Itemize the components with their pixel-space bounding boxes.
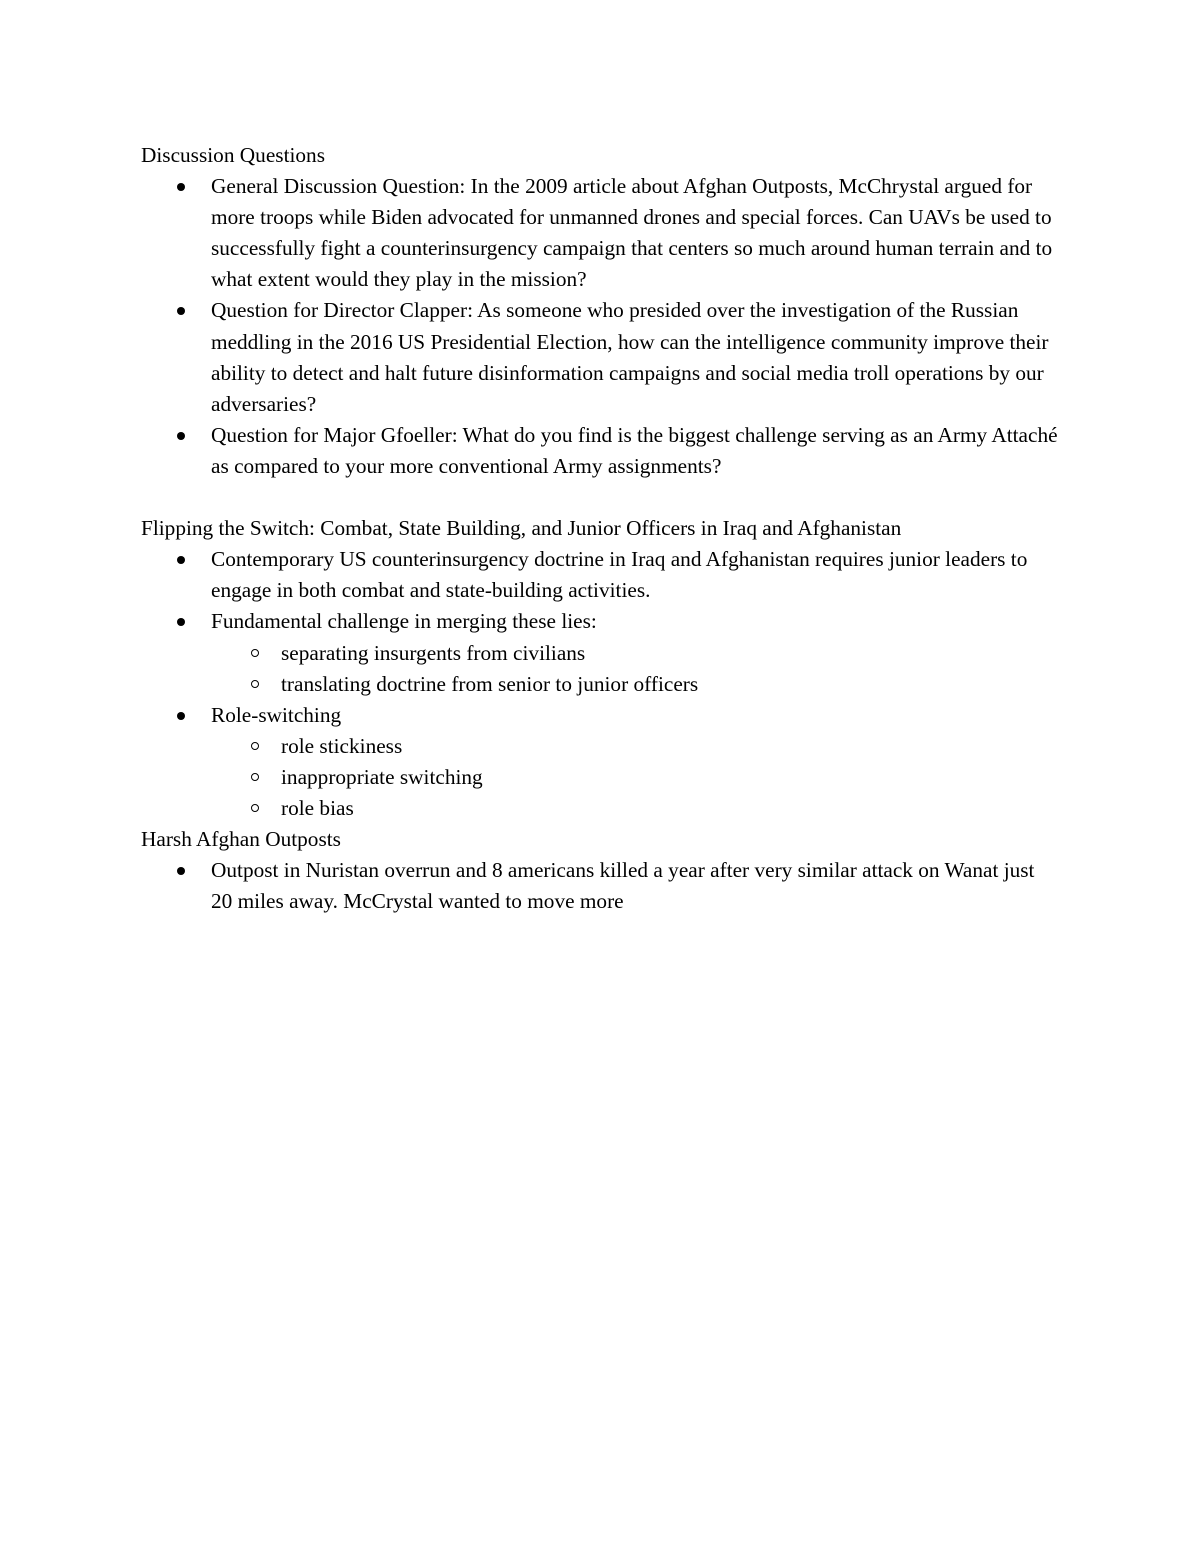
bullet-icon <box>177 307 185 315</box>
list-item-text: Question for Director Clapper: As someone who presided over the investigation of the Russian meddling in the 2016 US Presidential Election, how can the intelligence community improve their ability to detect and halt future disinformation campaigns and social media troll operations by our adversaries? <box>211 298 1049 416</box>
challenge-sublist <box>211 638 1061 700</box>
sublist-item <box>211 731 1061 762</box>
list-item-text: Role-switching <box>211 702 342 727</box>
list-item-text: Outpost in Nuristan overrun and 8 americans killed a year after very similar attack on Wanat just 20 miles away. McCrystal wanted to move more <box>211 858 1035 914</box>
sublist-item-text: inappropriate switching <box>281 764 483 789</box>
section-heading-discussion-questions: Discussion Questions <box>141 143 325 167</box>
hollow-bullet-icon <box>251 773 259 781</box>
sublist-item <box>211 793 1061 824</box>
list-item <box>141 544 1061 606</box>
sublist-item-text: translating doctrine from senior to junior officers <box>281 671 699 696</box>
list-item <box>141 171 1061 295</box>
list-item-text: Question for Major Gfoeller: What do you find is the biggest challenge serving as an Army Attaché as compared to your more conventional Army assignments? <box>211 422 1058 478</box>
bullet-icon <box>177 556 185 564</box>
bullet-icon <box>177 618 185 626</box>
bullet-icon <box>177 432 185 440</box>
bullet-icon <box>177 867 185 875</box>
role-switching-sublist <box>211 731 1061 824</box>
list-item-text: Fundamental challenge in merging these lies: <box>211 609 597 634</box>
sublist-item <box>211 638 1061 669</box>
list-item <box>141 855 1061 917</box>
hollow-bullet-icon <box>251 649 259 657</box>
section-heading-flipping-the-switch: Flipping the Switch: Combat, State Building, and Junior Officers in Iraq and Afghanistan <box>141 516 902 541</box>
list-item <box>141 420 1061 482</box>
list-item <box>141 295 1061 419</box>
sublist-item-text: separating insurgents from civilians <box>281 640 586 665</box>
section-heading-harsh-afghan-outposts: Harsh Afghan Outposts <box>141 827 341 852</box>
list-item <box>141 606 1061 699</box>
list-item-text: Contemporary US counterinsurgency doctrine in Iraq and Afghanistan requires junior leaders to engage in both combat and state-building activities. <box>211 547 1028 603</box>
list-item-text: General Discussion Question: In the 2009 article about Afghan Outposts, McChrystal argued for more troops while Biden advocated for unmanned drones and special forces. Can UAVs be used to successfully fight a counterinsurgency campaign that centers so much around human terrain and to what extent would they play in the mission? <box>211 174 1053 292</box>
discussion-questions-list <box>141 171 1061 482</box>
flipping-the-switch-list <box>141 544 1061 824</box>
sublist-item <box>211 762 1061 793</box>
hollow-bullet-icon <box>251 742 259 750</box>
document-content <box>141 140 1061 917</box>
hollow-bullet-icon <box>251 680 259 688</box>
harsh-afghan-outposts-list <box>141 855 1061 917</box>
sublist-item-text: role stickiness <box>281 733 403 758</box>
sublist-item-text: role bias <box>281 795 354 820</box>
list-item <box>141 700 1061 824</box>
bullet-icon <box>177 712 185 720</box>
hollow-bullet-icon <box>251 804 259 812</box>
sublist-item <box>211 669 1061 700</box>
blank-line <box>141 482 1061 513</box>
bullet-icon <box>177 183 185 191</box>
